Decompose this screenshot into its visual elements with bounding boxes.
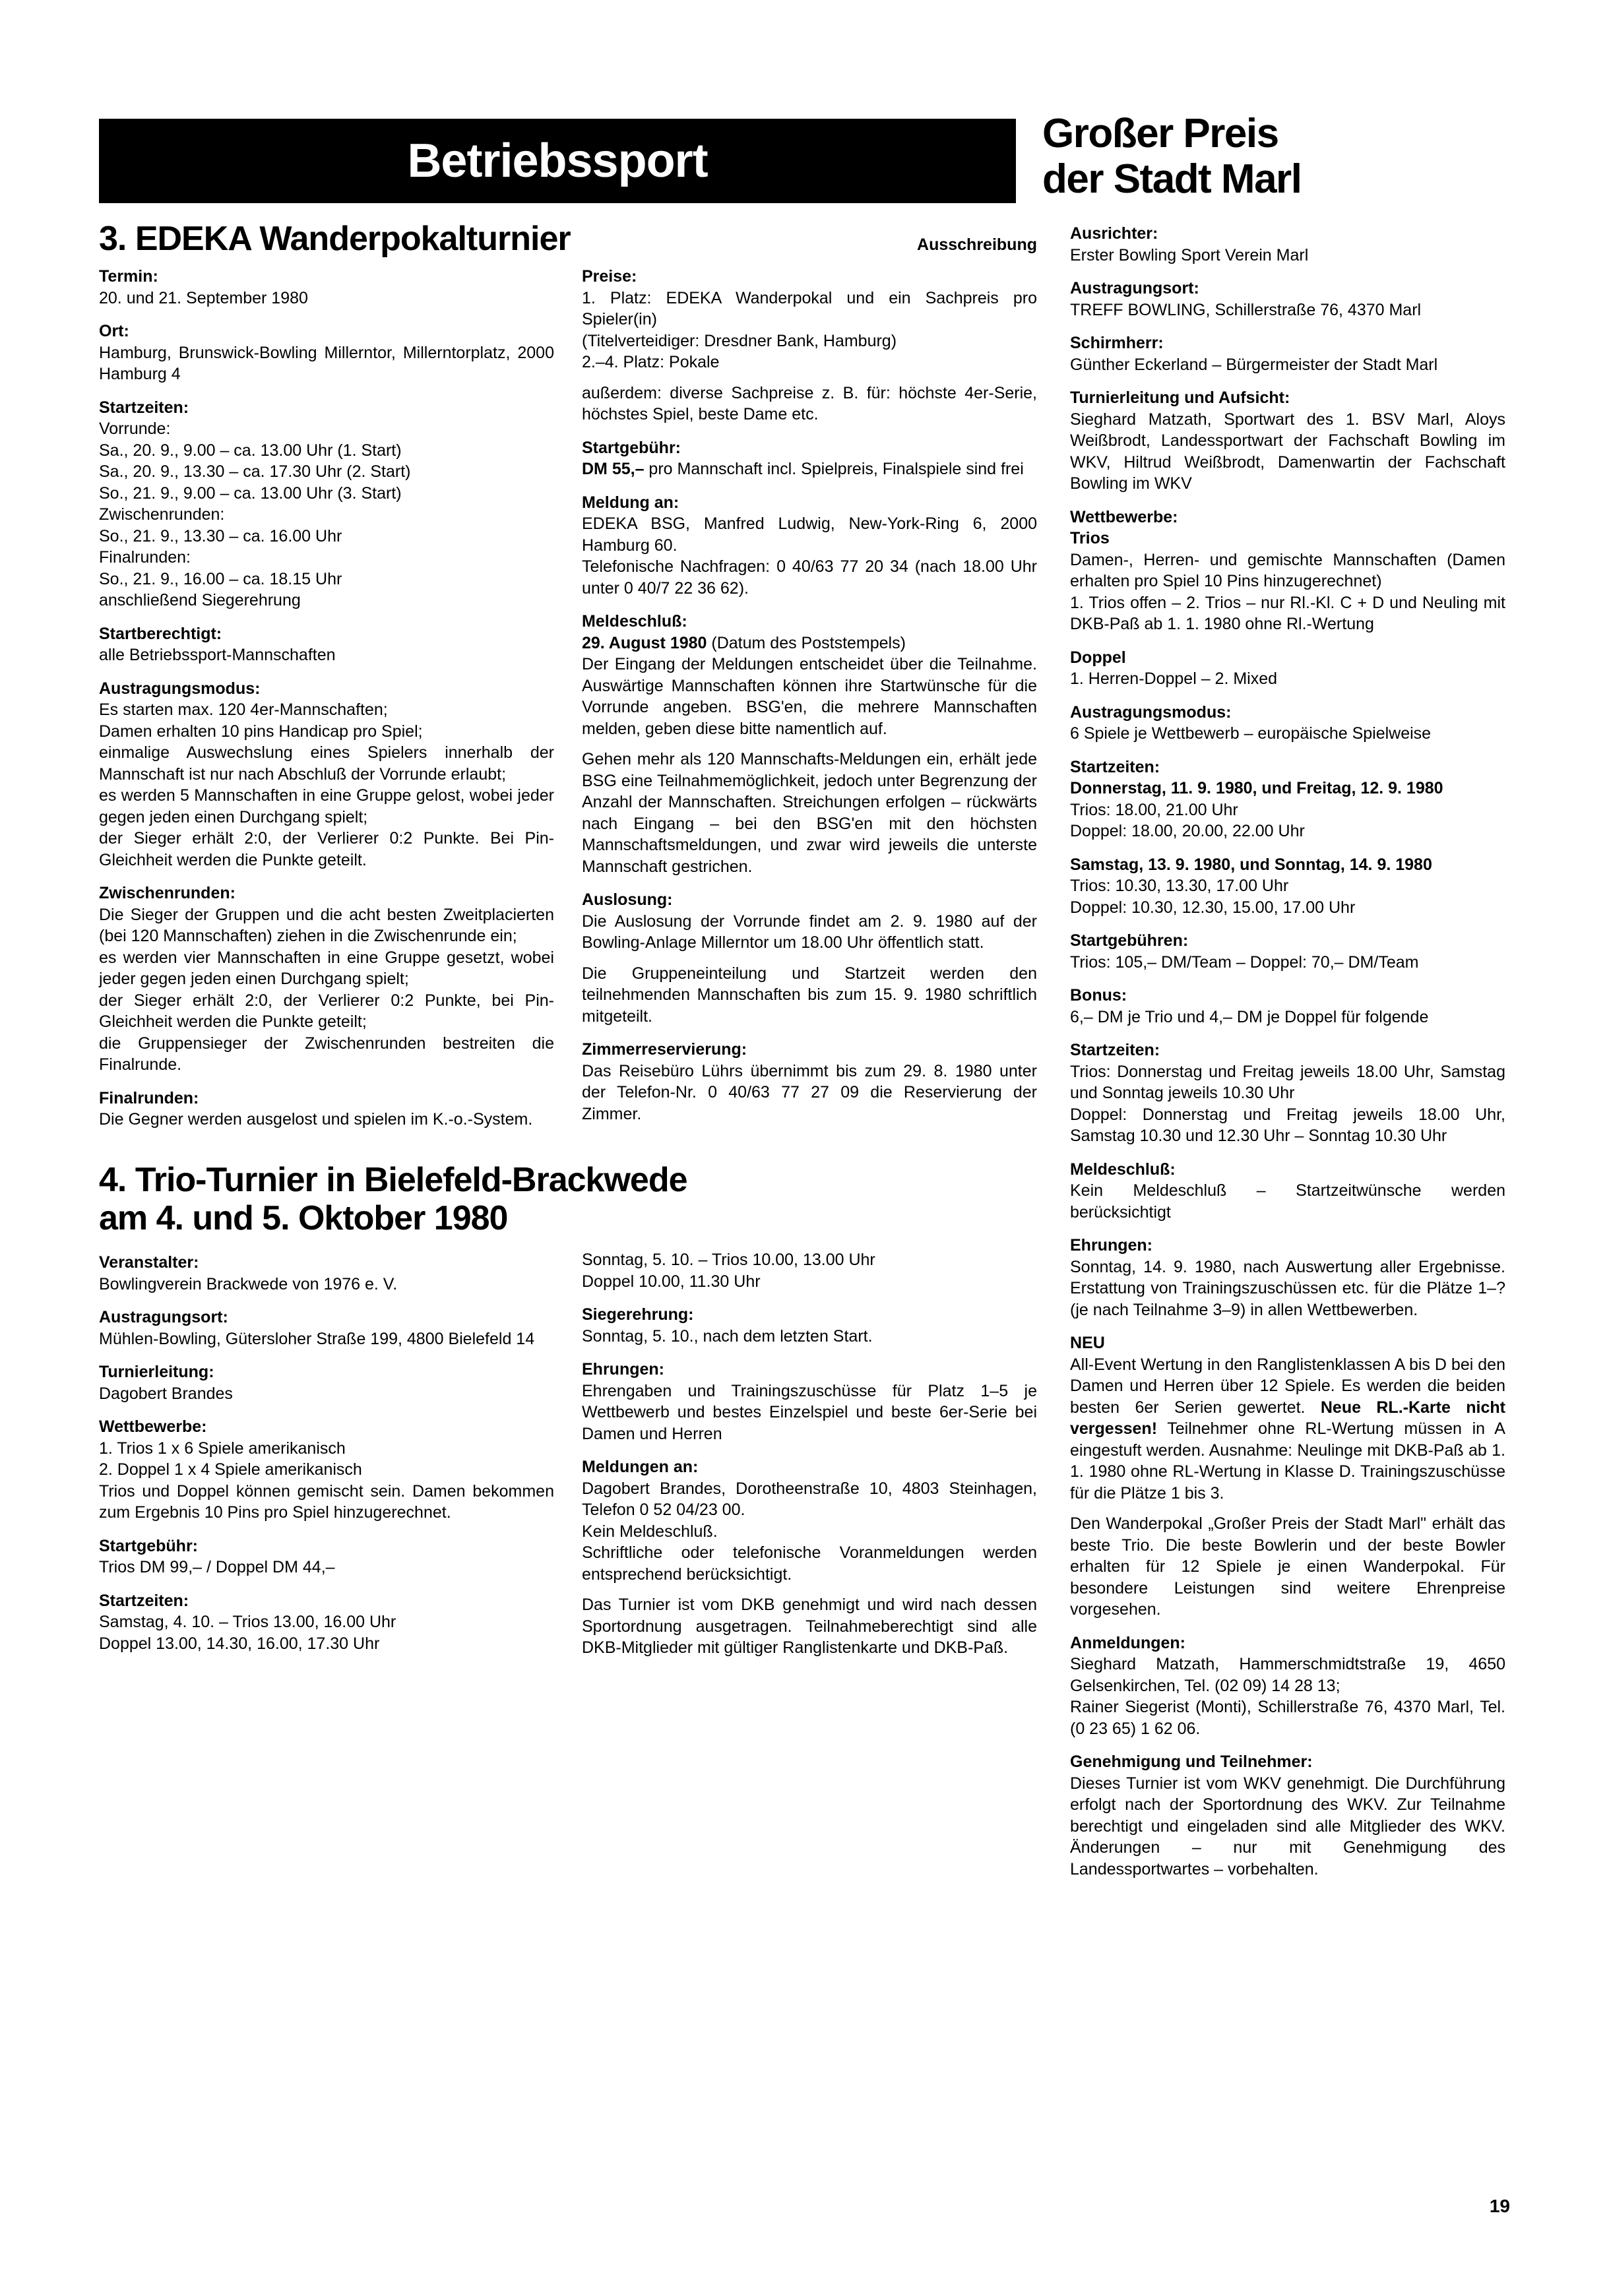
- field-text: 1. Trios 1 x 6 Spiele amerikanisch 2. Doppel 1 x 4 Spiele amerikanisch Trios und Doppel können gemischt sein. Damen bekommen zum Ergebnis 10 Pins pro Spiel hinzugerechnet.: [99, 1439, 554, 1522]
- section-title-banner: Betriebssport: [99, 119, 1016, 203]
- field-label: Turnierleitung und Aufsicht:: [1070, 388, 1290, 407]
- field-label: Termin:: [99, 267, 158, 286]
- article1-kicker: Ausschreibung: [917, 235, 1037, 254]
- article1-body: [99, 263, 1037, 1131]
- field-label: Startgebühr:: [582, 438, 681, 457]
- emphasis-text: Neue RL.-Karte nicht vergessen!: [1070, 1398, 1505, 1438]
- field-text: Gehen mehr als 120 Mannschafts-Meldungen ein, erhält jede BSG eine Teilnahmemöglichkeit, jedoch unter Begrenzung der Anzahl der Mannschaften. Streichungen erfolgen – rückwärts nach Eingang – bei den BSG'en mit den höchsten Mannschaftsmeldungen, und zwar wird jeweils die unterste Mannschaft gestrichen.: [582, 750, 1037, 876]
- article2-title-line1: 4. Trio-Turnier in Bielefeld-Brackwede: [99, 1160, 687, 1199]
- field-text: Dagobert Brandes, Dorotheenstraße 10, 4803 Steinhagen, Telefon 0 52 04/23 00. Kein Meldeschluß. Schriftliche oder telefonische Voranmeldungen werden entsprechend berücksichtigt.: [582, 1479, 1037, 1584]
- field-label: Startgebühr:: [99, 1536, 198, 1555]
- article1-column-left: [99, 263, 554, 1131]
- field-label: Ehrungen:: [582, 1360, 664, 1379]
- field-label: Meldeschluß:: [582, 612, 687, 631]
- field-label: Startzeiten:: [1070, 757, 1160, 776]
- page-content: [99, 111, 1511, 1880]
- emphasis-text: 29. August 1980: [582, 633, 707, 652]
- page-number: 19: [1489, 2196, 1510, 2216]
- field-text: außerdem: diverse Sachpreise z. B. für: höchste 4er-Serie, höchstes Spiel, beste Dame etc.: [582, 383, 1037, 424]
- field-text: Den Wanderpokal „Großer Preis der Stadt Marl" erhält das beste Trio. Die beste Bowlerin und der beste Bowler erhalten für 12 Spiele je einen Wanderpokal. Für besondere Leistungen sind weitere Ehrenpreise vorgesehen.: [1070, 1514, 1505, 1619]
- field-label: Austragungsmodus:: [1070, 702, 1232, 722]
- field-text: Sieghard Matzath, Sportwart des 1. BSV Marl, Aloys Weißbrodt, Landessportwart der Fachschaft Bowling im WKV, Hiltrud Weißbrodt, Damenwartin der Fachschaft Bowling im WKV: [1070, 410, 1505, 493]
- field-text: Kein Meldeschluß – Startzeitwünsche werden berücksichtigt: [1070, 1181, 1505, 1222]
- feature-title-line2: der Stadt Marl: [1042, 156, 1302, 202]
- article3-column: [1065, 220, 1505, 1880]
- article2-column-mid: [582, 1249, 1037, 1659]
- field-label: Ort:: [99, 322, 129, 341]
- field-text: Vorrunde: Sa., 20. 9., 9.00 – ca. 13.00 Uhr (1. Start) Sa., 20. 9., 13.30 – ca. 17.30 Uhr (2. Start) So., 21. 9., 9.00 – ca. 13.00 Uhr (3. Start) Zwischenrunden: So., 21. 9., 13.30 – ca. 16.00 Uhr Finalrunden: So., 21. 9., 16.00 – ca. 18.15 Uhr anschließend Siegerehrung: [99, 419, 411, 610]
- field-label: NEU: [1070, 1334, 1105, 1352]
- field-text: Die Gruppeneinteilung und Startzeit werden den teilnehmenden Mannschaften bis zum 15. 9. 1980 schriftlich mitgeteilt.: [582, 964, 1037, 1026]
- field-text: Das Reisebüro Lührs übernimmt bis zum 29. 8. 1980 unter der Telefon-Nr. 0 40/63 77 27 09 die Reservierung der Zimmer.: [582, 1061, 1037, 1123]
- field-label: Doppel: [1070, 648, 1126, 667]
- field-label: Startzeiten:: [99, 1591, 189, 1610]
- main-articles: [99, 220, 1037, 1880]
- article1-header: [99, 220, 1037, 263]
- field-text: DM 55,– pro Mannschaft incl. Spielpreis, Finalspiele sind frei: [582, 460, 1024, 479]
- field-label: Auslosung:: [582, 890, 673, 910]
- field-text: 1. Herren-Doppel – 2. Mixed: [1070, 669, 1278, 688]
- field-label: Schirmherr:: [1070, 334, 1164, 352]
- article1-column-mid: [582, 263, 1037, 1131]
- emphasis-text: DM 55,–: [582, 460, 645, 479]
- field-label: Meldung an:: [582, 493, 679, 512]
- field-label: Bonus:: [1070, 986, 1127, 1005]
- field-text: Es starten max. 120 4er-Mannschaften; Damen erhalten 10 pins Handicap pro Spiel; einmalige Auswechslung eines Spielers innerhalb der Mannschaft ist nur nach Abschluß der Vorrunde erlaubt; es werden 5 Mannschaften in eine Gruppe gelost, wobei jeder gegen jeden einen Durchgang spielt; der Sieger erhält 2:0, der Verlierer 0:2 Punkte. Bei Pin-Gleichheit werden die Punkte geteilt.: [99, 700, 554, 869]
- field-text: Trios: 10.30, 13.30, 17.00 Uhr Doppel: 10.30, 12.30, 15.00, 17.00 Uhr: [1070, 877, 1356, 917]
- field-text: Die Sieger der Gruppen und die acht besten Zweitplacierten (bei 120 Mannschaften) ziehen in die Zwischenrunde ein; es werden vier Mannschaften in eine Gruppe gesetzt, wobei jeder gegen jeden einen Durchgang spielt; der Sieger erhält 2:0, der Verlierer 0:2 Punkte, bei Pin-Gleichheit werden die Punkte geteilt; die Gruppensieger der Zwischenrunden bestreiten die Finalrunde.: [99, 905, 554, 1074]
- field-label: Meldeschluß:: [1070, 1160, 1176, 1179]
- field-text: Mühlen-Bowling, Gütersloher Straße 199, 4800 Bielefeld 14: [99, 1329, 535, 1348]
- field-text: Sonntag, 5. 10., nach dem letzten Start.: [582, 1326, 873, 1346]
- field-text: Sieghard Matzath, Hammerschmidtstraße 19, 4650 Gelsenkirchen, Tel. (02 09) 14 28 13; Rainer Siegerist (Monti), Schillerstraße 76, 4370 Marl, Tel. (0 23 65) 1 62 06.: [1070, 1655, 1505, 1738]
- field-text: 1. Platz: EDEKA Wanderpokal und ein Sachpreis pro Spieler(in) (Titelverteidiger: Dresdner Bank, Hamburg) 2.–4. Platz: Pokale: [582, 288, 1037, 372]
- field-text: Günther Eckerland – Bürgermeister der Stadt Marl: [1070, 355, 1438, 374]
- field-sublabel: Trios: [1070, 529, 1110, 547]
- feature-title-line1: Großer Preis: [1042, 111, 1278, 156]
- field-label: Wettbewerbe:: [99, 1417, 207, 1437]
- field-label: Genehmigung und Teilnehmer:: [1070, 1753, 1313, 1771]
- field-text: Bowlingverein Brackwede von 1976 e. V.: [99, 1274, 398, 1293]
- field-label: Startgebühren:: [1070, 931, 1189, 950]
- article2-column-left: [99, 1249, 554, 1659]
- field-sublabel: Donnerstag, 11. 9. 1980, und Freitag, 12. 9. 1980: [1070, 779, 1443, 797]
- field-text: 6 Spiele je Wettbewerb – europäische Spielweise: [1070, 724, 1432, 743]
- field-label: Startzeiten:: [99, 398, 189, 417]
- field-text: Trios DM 99,– / Doppel DM 44,–: [99, 1558, 335, 1577]
- field-label: Anmeldungen:: [1070, 1633, 1185, 1652]
- field-text: Samstag, 4. 10. – Trios 13.00, 16.00 Uhr Doppel 13.00, 14.30, 16.00, 17.30 Uhr: [99, 1613, 396, 1653]
- field-sublabel: Samstag, 13. 9. 1980, und Sonntag, 14. 9. 1980: [1070, 855, 1432, 874]
- field-label: Veranstalter:: [99, 1253, 199, 1272]
- field-label: Preise:: [582, 267, 637, 286]
- field-text: Damen-, Herren- und gemischte Mannschaften (Damen erhalten pro Spiel 10 Pins hinzugerechnet) 1. Trios offen – 2. Trios – nur Rl.-Kl. C + D und Neuling mit DKB-Paß ab 1. 1. 1980 ohne Rl.-Wertung: [1070, 550, 1505, 633]
- field-text: Trios: Donnerstag und Freitag jeweils 18.00 Uhr, Samstag und Sonntag jeweils 10.30 Uhr Doppel: Donnerstag und Freitag jeweils 18.00 Uhr, Samstag 10.30 und 12.30 Uhr – Sonntag 10.30 Uhr: [1070, 1062, 1505, 1145]
- article2-title-line2: am 4. und 5. Oktober 1980: [99, 1198, 508, 1237]
- field-label: Austragungsort:: [1070, 279, 1199, 297]
- field-label: Zwischenrunden:: [99, 884, 236, 903]
- field-label: Zimmerreservierung:: [582, 1040, 747, 1059]
- field-label: Startberechtigt:: [99, 624, 222, 643]
- feature-title: [1042, 111, 1504, 202]
- field-label: Wettbewerbe:: [1070, 507, 1178, 526]
- field-label: Finalrunden:: [99, 1088, 199, 1107]
- field-label: Startzeiten:: [1070, 1041, 1160, 1059]
- field-text: EDEKA BSG, Manfred Ludwig, New-York-Ring 6, 2000 Hamburg 60. Telefonische Nachfragen: 0 40/63 77 20 34 (nach 18.00 Uhr unter 0 40/7 22 36 62).: [582, 514, 1037, 598]
- field-text: Die Gegner werden ausgelost und spielen im K.-o.-System.: [99, 1110, 533, 1129]
- field-label: Austragungsort:: [99, 1308, 228, 1327]
- article2-body: [99, 1249, 1037, 1659]
- field-text: Ehrengaben und Trainingszuschüsse für Platz 1–5 je Wettbewerb und bestes Einzelspiel und beste 6er-Serie bei Damen und Herren: [582, 1381, 1037, 1443]
- article1-title: 3. EDEKA Wanderpokalturnier: [99, 220, 571, 258]
- field-text: Trios: 18.00, 21.00 Uhr Doppel: 18.00, 20.00, 22.00 Uhr: [1070, 800, 1305, 840]
- field-text: Erster Bowling Sport Verein Marl: [1070, 245, 1309, 264]
- column-layout: [99, 220, 1511, 1880]
- field-text: Dagobert Brandes: [99, 1384, 233, 1403]
- field-label: Siegerehrung:: [582, 1305, 694, 1324]
- field-text: 29. August 1980 (Datum des Poststempels) Der Eingang der Meldungen entscheidet über die Teilnahme. Auswärtige Mannschaften können ihre Startwünsche für die Vorrunde angeben. BSG'en, die mehrere Mannschaften melden, geben diese bitte namentlich auf.: [582, 633, 1037, 738]
- field-text: 6,– DM je Trio und 4,– DM je Doppel für folgende: [1070, 1007, 1429, 1026]
- field-text: Hamburg, Brunswick-Bowling Millerntor, Millerntorplatz, 2000 Hamburg 4: [99, 343, 554, 384]
- field-label: Ausrichter:: [1070, 224, 1158, 243]
- field-text: 20. und 21. September 1980: [99, 288, 308, 307]
- field-text: alle Betriebssport-Mannschaften: [99, 646, 336, 665]
- field-label: Ehrungen:: [1070, 1236, 1152, 1255]
- field-label: Turnierleitung:: [99, 1363, 214, 1382]
- field-text: Sonntag, 5. 10. – Trios 10.00, 13.00 Uhr Doppel 10.00, 11.30 Uhr: [582, 1251, 875, 1291]
- field-text: All-Event Wertung in den Ranglistenklassen A bis D bei den Damen und Herren über 12 Spiele. Es werden die beiden besten 6er Serien gewertet. Neue RL.-Karte nicht vergessen! Teilnehmer ohne RL-Wertung müssen in A eingestuft werden. Ausnahme: Neulinge mit DKB-Paß ab 1. 1. 1980 ohne RL-Wertung in Klasse D. Trainingszuschüsse für die Plätze 1 bis 3.: [1070, 1355, 1505, 1503]
- field-text: Dieses Turnier ist vom WKV genehmigt. Die Durchführung erfolgt nach der Sportordnung des WKV. Zur Teilnahme berechtigt und eingeladen sind alle Mitglieder des WKV. Änderungen – nur mit Genehmigung des Landessportwartes – vorbehalten.: [1070, 1774, 1505, 1878]
- field-text: Das Turnier ist vom DKB genehmigt und wird nach dessen Sportordnung ausgetragen. Teilnahmeberechtigt sind alle DKB-Mitglieder mit gültiger Ranglistenkarte und DKB-Paß.: [582, 1596, 1037, 1658]
- field-label: Meldungen an:: [582, 1458, 699, 1477]
- field-text: Sonntag, 14. 9. 1980, nach Auswertung aller Ergebnisse. Erstattung von Trainingszuschüssen etc. für die Plätze 1–? (je nach Teilnahme 3–9) in allen Wettbewerben.: [1070, 1257, 1505, 1319]
- article2-title: [99, 1161, 1037, 1237]
- field-text: Trios: 105,– DM/Team – Doppel: 70,– DM/Team: [1070, 952, 1419, 972]
- masthead: [99, 111, 1511, 203]
- field-text: Die Auslosung der Vorrunde findet am 2. 9. 1980 auf der Bowling-Anlage Millerntor um 18.00 Uhr öffentlich statt.: [582, 912, 1037, 952]
- field-label: Austragungsmodus:: [99, 679, 261, 698]
- field-text: TREFF BOWLING, Schillerstraße 76, 4370 Marl: [1070, 300, 1422, 319]
